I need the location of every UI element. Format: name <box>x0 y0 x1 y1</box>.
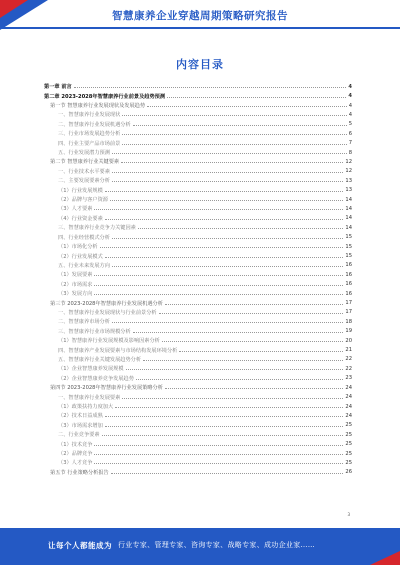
toc-leader-dots <box>100 247 344 248</box>
toc-entry-label: 五、行业未来发展方向 <box>44 262 111 269</box>
toc-leader-dots <box>94 275 343 276</box>
toc-leader-dots <box>94 209 343 210</box>
toc-entry-label: （4）行业资金要素 <box>44 215 104 222</box>
toc-entry-label: 四、行业主要产品市场前景 <box>44 140 121 147</box>
toc-leader-dots <box>94 294 343 295</box>
toc-entry[interactable] <box>44 261 352 270</box>
toc-entry[interactable] <box>44 374 352 383</box>
toc-entry[interactable] <box>44 468 352 477</box>
toc-entry-label: 二、智慧康养行业发展机遇分析 <box>44 121 132 128</box>
toc-entry-label: 二、主要发展要素分析 <box>44 177 111 184</box>
table-of-contents <box>44 82 352 477</box>
toc-entry-page: 24 <box>345 403 352 410</box>
toc-leader-dots <box>159 313 344 314</box>
toc-entry-label: （2）品牌与客户资源 <box>44 196 109 203</box>
toc-entry-label: （1）政策扶持力度加大 <box>44 403 114 410</box>
toc-entry-page: 15 <box>345 253 352 260</box>
toc-entry[interactable] <box>44 402 352 411</box>
toc-entry[interactable] <box>44 129 352 138</box>
toc-leader-dots <box>122 115 346 116</box>
toc-entry[interactable] <box>44 355 352 364</box>
toc-entry[interactable] <box>44 421 352 430</box>
toc-leader-dots <box>112 322 344 323</box>
toc-entry[interactable] <box>44 308 352 317</box>
toc-entry-label: 三、行业市场发展趋势分析 <box>44 130 121 137</box>
toc-entry-label: 一、智慧康养行业发展现状与行业前景分析 <box>44 309 158 316</box>
toc-leader-dots <box>112 153 347 154</box>
toc-entry-page: 16 <box>345 281 352 288</box>
toc-entry[interactable] <box>44 138 352 147</box>
toc-entry-label: （2）企业智慧康养竞争发展趋势 <box>44 375 135 382</box>
toc-entry-label: 第一章 前言 <box>44 84 72 91</box>
toc-entry[interactable] <box>44 82 352 91</box>
toc-entry[interactable] <box>44 383 352 392</box>
toc-entry[interactable] <box>44 167 352 176</box>
toc-entry[interactable] <box>44 101 352 110</box>
toc-leader-dots <box>112 266 344 267</box>
toc-entry-page: 25 <box>345 431 352 438</box>
toc-entry-page: 16 <box>345 262 352 269</box>
toc-leader-dots <box>105 219 344 220</box>
toc-leader-dots <box>102 435 344 436</box>
toc-entry-label: （2）市场需求 <box>44 281 93 288</box>
toc-leader-dots <box>112 172 344 173</box>
toc-entry[interactable] <box>44 157 352 166</box>
toc-leader-dots <box>165 388 343 389</box>
toc-entry-page: 16 <box>345 290 352 297</box>
toc-leader-dots <box>112 238 344 239</box>
header-rule <box>0 27 400 29</box>
toc-entry-page: 4 <box>348 93 352 100</box>
toc-entry-page: 24 <box>345 394 352 401</box>
toc-entry-page: 25 <box>345 422 352 429</box>
toc-entry[interactable] <box>44 280 352 289</box>
toc-entry-page: 25 <box>345 441 352 448</box>
toc-entry[interactable] <box>44 223 352 232</box>
toc-leader-dots <box>143 360 343 361</box>
toc-leader-dots <box>167 97 346 98</box>
toc-entry-label: 二、智慧康养市场分析 <box>44 318 111 325</box>
toc-leader-dots <box>105 191 344 192</box>
toc-entry-page: 13 <box>345 187 352 194</box>
toc-entry-page: 14 <box>345 196 352 203</box>
toc-entry[interactable] <box>44 327 352 336</box>
toc-title: 内容目录 <box>176 58 224 71</box>
toc-leader-dots <box>147 106 347 107</box>
toc-entry-page: 12 <box>345 158 352 165</box>
toc-entry[interactable] <box>44 411 352 420</box>
toc-entry[interactable] <box>44 289 352 298</box>
toc-entry-page: 24 <box>345 384 352 391</box>
toc-entry-page: 8 <box>348 149 352 156</box>
toc-entry-label: （3）市场需求增加 <box>44 422 104 429</box>
toc-entry-label: 三、智慧康养行业市场规模分析 <box>44 328 132 335</box>
toc-entry[interactable] <box>44 120 352 129</box>
toc-leader-dots <box>110 200 343 201</box>
toc-entry-label: （3）人才竞争 <box>44 459 93 466</box>
page-number: 3 <box>347 512 350 517</box>
toc-entry[interactable] <box>44 204 352 213</box>
toc-entry-label: （3）发展方向 <box>44 290 93 297</box>
toc-entry[interactable] <box>44 195 352 204</box>
toc-entry[interactable] <box>44 317 352 326</box>
toc-entry-page: 6 <box>348 130 352 137</box>
toc-leader-dots <box>136 379 343 380</box>
toc-entry-label: 第四节 2023-2028年智慧康养行业发展策略分析 <box>44 384 164 391</box>
toc-entry-page: 4 <box>348 83 352 90</box>
toc-entry-label: （1）市场化分析 <box>44 243 99 250</box>
toc-entry-page: 7 <box>348 140 352 147</box>
toc-leader-dots <box>138 228 344 229</box>
toc-entry-label: （2）行业发展模式 <box>44 253 104 260</box>
toc-leader-dots <box>94 445 343 446</box>
toc-entry[interactable] <box>44 176 352 185</box>
toc-entry[interactable] <box>44 185 352 194</box>
toc-entry-label: （1）行业发展规模 <box>44 187 104 194</box>
toc-leader-dots <box>94 463 343 464</box>
toc-leader-dots <box>112 181 344 182</box>
toc-leader-dots <box>122 398 343 399</box>
toc-entry-page: 24 <box>345 412 352 419</box>
toc-entry-page: 4 <box>348 102 352 109</box>
toc-entry-page: 21 <box>345 347 352 354</box>
toc-entry-page: 14 <box>345 205 352 212</box>
toc-entry-page: 15 <box>345 243 352 250</box>
page-header <box>0 0 400 30</box>
toc-entry[interactable] <box>44 439 352 448</box>
toc-entry[interactable] <box>44 110 352 119</box>
toc-entry[interactable] <box>44 364 352 373</box>
toc-entry-page: 22 <box>345 365 352 372</box>
toc-leader-dots <box>74 87 347 88</box>
toc-leader-dots <box>122 134 346 135</box>
toc-entry-label: 三、智慧康养行业竞争力关键因素 <box>44 224 137 231</box>
toc-entry-label: 四、行业经营模式分析 <box>44 234 111 241</box>
toc-entry-page: 25 <box>345 450 352 457</box>
toc-entry-label: 第五节 行业策略分析报告 <box>44 469 110 476</box>
toc-entry[interactable] <box>44 458 352 467</box>
toc-entry[interactable] <box>44 336 352 345</box>
toc-entry-label: （3）人才要素 <box>44 205 93 212</box>
toc-leader-dots <box>162 341 344 342</box>
toc-entry-page: 12 <box>345 168 352 175</box>
toc-leader-dots <box>133 332 344 333</box>
toc-entry-label: （1）企业智慧康养发展规模 <box>44 365 125 372</box>
toc-entry-page: 14 <box>345 215 352 222</box>
toc-entry-label: 一、智慧康养行业发展现状 <box>44 111 121 118</box>
toc-entry-label: 第一节 智慧康养行业发展现状及发展趋势 <box>44 102 146 109</box>
toc-leader-dots <box>105 416 344 417</box>
toc-entry[interactable] <box>44 270 352 279</box>
toc-entry[interactable] <box>44 449 352 458</box>
toc-leader-dots <box>133 125 347 126</box>
toc-leader-dots <box>165 304 343 305</box>
toc-entry-page: 4 <box>348 111 352 118</box>
toc-entry-label: 第二章 2023-2028年智慧康养行业前景及趋势预测 <box>44 93 166 100</box>
toc-entry-page: 18 <box>345 318 352 325</box>
footer-roles: 行业专家、管理专家、咨询专家、战略专家、成功企业家…… <box>118 541 316 549</box>
toc-entry[interactable] <box>44 430 352 439</box>
toc-entry-page: 5 <box>348 121 352 128</box>
footer-corner-red <box>370 551 400 565</box>
toc-leader-dots <box>115 407 343 408</box>
toc-leader-dots <box>179 351 343 352</box>
toc-entry-page: 20 <box>345 337 352 344</box>
footer-slogan: 让每个人都能成为 <box>48 541 112 550</box>
toc-entry-label: （2）品牌竞争 <box>44 450 93 457</box>
toc-entry-page: 17 <box>345 309 352 316</box>
toc-leader-dots <box>105 257 344 258</box>
toc-entry-page: 22 <box>345 356 352 363</box>
toc-entry-label: 一、行业技术水平要素 <box>44 168 111 175</box>
toc-entry-page: 16 <box>345 271 352 278</box>
toc-entry[interactable] <box>44 392 352 401</box>
toc-entry-page: 23 <box>345 375 352 382</box>
toc-leader-dots <box>94 454 343 455</box>
toc-leader-dots <box>121 162 343 163</box>
toc-entry-label: （1）智慧康养行业发展规模及影响因素分析 <box>44 337 161 344</box>
toc-entry[interactable] <box>44 214 352 223</box>
page-footer <box>0 528 400 565</box>
toc-entry[interactable] <box>44 242 352 251</box>
toc-entry-label: （2）技术日益成熟 <box>44 412 104 419</box>
toc-entry-label: （1）技术竞争 <box>44 441 93 448</box>
toc-leader-dots <box>122 144 346 145</box>
toc-entry-page: 25 <box>345 459 352 466</box>
toc-entry-page: 17 <box>345 300 352 307</box>
toc-entry[interactable] <box>44 233 352 242</box>
toc-leader-dots <box>105 426 344 427</box>
toc-entry-label: 五、行业发展潜力预测 <box>44 149 111 156</box>
toc-entry-page: 15 <box>345 234 352 241</box>
toc-entry-page: 14 <box>345 224 352 231</box>
toc-entry[interactable] <box>44 251 352 260</box>
toc-entry-label: 四、智慧康养产业发展要素与市场结构发展环境分析 <box>44 347 178 354</box>
toc-entry-page: 19 <box>345 328 352 335</box>
toc-entry[interactable] <box>44 91 352 100</box>
toc-leader-dots <box>126 369 344 370</box>
toc-entry[interactable] <box>44 345 352 354</box>
toc-entry-page: 13 <box>345 177 352 184</box>
report-title: 智慧康养企业穿越周期策略研究报告 <box>112 10 288 22</box>
toc-leader-dots <box>111 473 344 474</box>
toc-leader-dots <box>94 285 343 286</box>
toc-entry[interactable] <box>44 298 352 307</box>
toc-entry-label: （1）发展要素 <box>44 271 93 278</box>
toc-entry-page: 26 <box>345 469 352 476</box>
toc-entry-label: 第二节 智慧康养行业关键要素 <box>44 158 120 165</box>
toc-entry[interactable] <box>44 148 352 157</box>
toc-entry-label: 五、智慧康养行业关键发展趋势分析 <box>44 356 142 363</box>
toc-entry-label: 第三节 2023-2028年智慧康养行业发展机遇分析 <box>44 300 164 307</box>
toc-entry-label: 二、行业竞争要素 <box>44 431 101 438</box>
toc-entry-label: 一、智慧康养行业发展要素 <box>44 394 121 401</box>
